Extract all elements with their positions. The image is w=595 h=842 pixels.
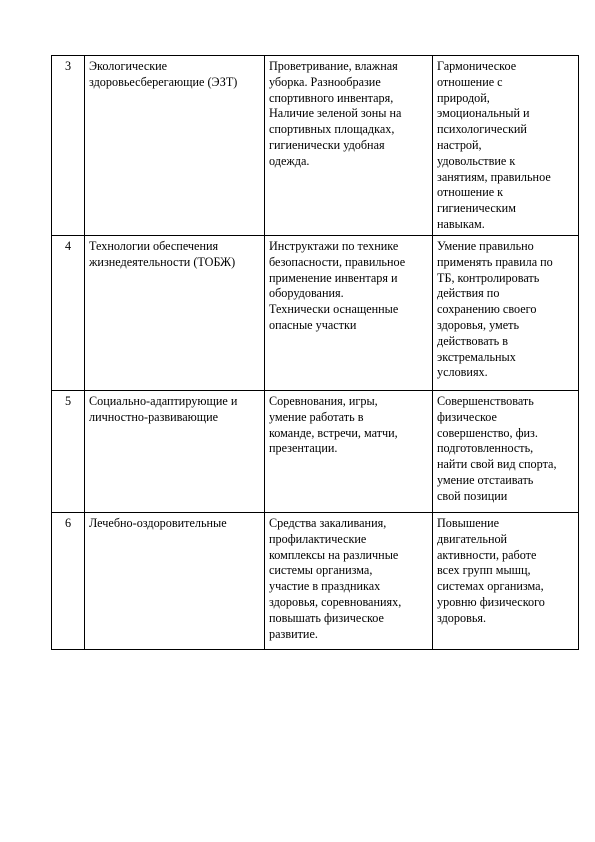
row-number-cell [52,56,85,236]
table-row [52,56,579,236]
result-cell [433,56,579,236]
row-number-cell [52,236,85,391]
technology-text: Лечебно-оздоровительные [89,516,227,530]
technology-cell [85,56,265,236]
table-row [52,236,579,391]
technology-cell [85,391,265,513]
technology-text: Экологические здоровьесберегающие (ЭЗТ) [89,59,238,89]
means-cell [265,236,433,391]
technology-text: Технологии обеспечения жизнедеятельности (ТОБЖ) [89,239,236,269]
means-text: Средства закаливания, профилактические комплексы на различные системы организма, участие в праздниках здоровья, соревнованиях, повышать физическое развитие. [269,516,402,641]
technology-text: Социально-адаптирующие и личностно-развивающие [89,394,238,424]
health-technologies-table [51,55,579,650]
result-text: Умение правильно применять правила по ТБ, контролировать действия по сохранению своего здоровья, уметь действовать в экстремальных условиях. [437,239,553,380]
means-cell [265,391,433,513]
technology-cell [85,513,265,650]
row-number: 6 [64,516,72,530]
result-text: Повышение двигательной активности, работе всех групп мышц, системах организма, уровню физического здоровья. [437,516,545,625]
result-text: Совершенствовать физическое совершенство, физ. подготовленность, найти свой вид спорта, умение отстаивать свой позиции [437,394,557,503]
row-number: 3 [64,59,72,73]
means-cell [265,513,433,650]
technology-cell [85,236,265,391]
means-text: Инструктажи по технике безопасности, правильное применение инвентаря и оборудования. Технически оснащенные опасные участки [269,239,406,332]
means-text: Соревнования, игры, умение работать в команде, встречи, матчи, презентации. [269,394,398,456]
result-cell [433,391,579,513]
means-text: Проветривание, влажная уборка. Разнообразие спортивного инвентаря, Наличие зеленой зоны на спортивных площадках, гигиенически удобная одежда. [269,59,402,168]
row-number-cell [52,391,85,513]
table-row [52,391,579,513]
table-row [52,513,579,650]
means-cell [265,56,433,236]
result-cell [433,513,579,650]
row-number-cell [52,513,85,650]
result-cell [433,236,579,391]
row-number: 5 [64,394,72,408]
row-number: 4 [64,239,72,253]
result-text: Гармоническое отношение с природой, эмоциональный и психологический настрой, удовольствие к занятиям, правильное отношение к гигиеническим навыкам. [437,59,551,231]
